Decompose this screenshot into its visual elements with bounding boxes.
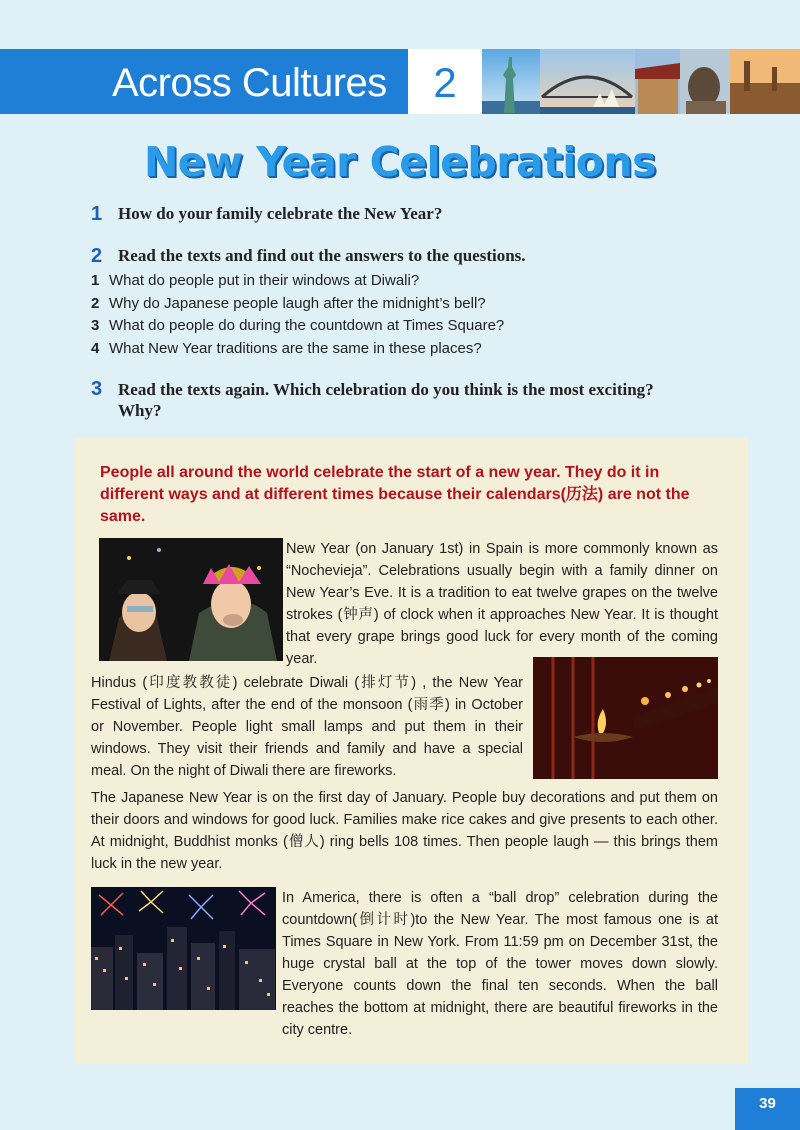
- unit-number: 2: [408, 49, 482, 114]
- page-number: 39: [735, 1088, 800, 1130]
- list-item: [91, 317, 504, 340]
- question-number: 3: [91, 317, 100, 334]
- america-text: In America, there is often a “ball drop” celebration during the countdown(倒计时)to the New Year. The most famous one is at Times Square in New York. From 11:59 pm on December 31st, the huge crystal ball at the top of the tower moves down slowly. Everyone counts down the final ten seconds. When the ball reaches the bottom at midnight, there are beautiful fireworks in the city centre.: [282, 890, 718, 1038]
- spain-celebration-photo: [99, 538, 283, 661]
- list-item: [91, 272, 504, 295]
- question-number: 2: [91, 294, 100, 312]
- question-text: What New Year traditions are the same in these places?: [109, 339, 482, 357]
- japan-text: The Japanese New Year is on the first day of January. People buy decorations and put them on their doors and windows for good luck. Families make rice cakes and give presents to each other. At midnight, Buddhist monks (僧人) ring bells 108 times. Then people laugh — this brings them luck in the new year.: [91, 790, 718, 872]
- activity-number: 2: [91, 245, 103, 267]
- question-text: Why do Japanese people laugh after the midnight’s bell?: [109, 294, 486, 312]
- question-text: What do people do during the countdown at Times Square?: [109, 317, 505, 334]
- section-title: Across Cultures: [112, 61, 387, 105]
- header-title-bar: [0, 49, 408, 114]
- activity-number: 1: [91, 203, 103, 225]
- reading-intro: People all around the world celebrate the start of a new year. They do it in different ways and at different times because their calendars(历法) are not the same.: [100, 464, 690, 525]
- diwali-text: Hindus (印度教教徒) celebrate Diwali (排灯节) , the New Year Festival of Lights, after the end of the monsoon (雨季) in October or November. People light small lamps and put them in their windows. They visit their friends and family and have a special meal. On the night of Diwali there are fireworks.: [91, 675, 523, 779]
- list-item: [91, 340, 504, 363]
- section-header: [0, 49, 800, 114]
- landmark-photo-strip: [482, 49, 800, 114]
- question-number: 4: [91, 339, 100, 357]
- list-item: [91, 295, 504, 318]
- activity-number: 3: [91, 378, 103, 400]
- question-text: What do people put in their windows at Diwali?: [109, 272, 420, 289]
- question-number: 1: [91, 272, 100, 289]
- times-square-fireworks-photo: [91, 887, 276, 1010]
- diwali-lamps-photo: [533, 657, 718, 779]
- question-list: [91, 272, 504, 362]
- activity-text: Read the texts and find out the answers to the questions.: [118, 246, 526, 265]
- spain-text: New Year (on January 1st) in Spain is more commonly known as “Nochevieja”. Celebrations usually begin with a family dinner on New Year’s Eve. It is a tradition to eat twelve grapes on the twelve strokes (钟声) of clock when it approaches New Year. It is thought that every grape brings good luck for every month of the coming year.: [286, 541, 718, 667]
- activity-text: Read the texts again. Which celebration do you think is the most exciting? Why?: [118, 380, 654, 420]
- activity-text: How do your family celebrate the New Year?: [118, 204, 443, 223]
- page-title: New Year Celebrations: [143, 138, 657, 186]
